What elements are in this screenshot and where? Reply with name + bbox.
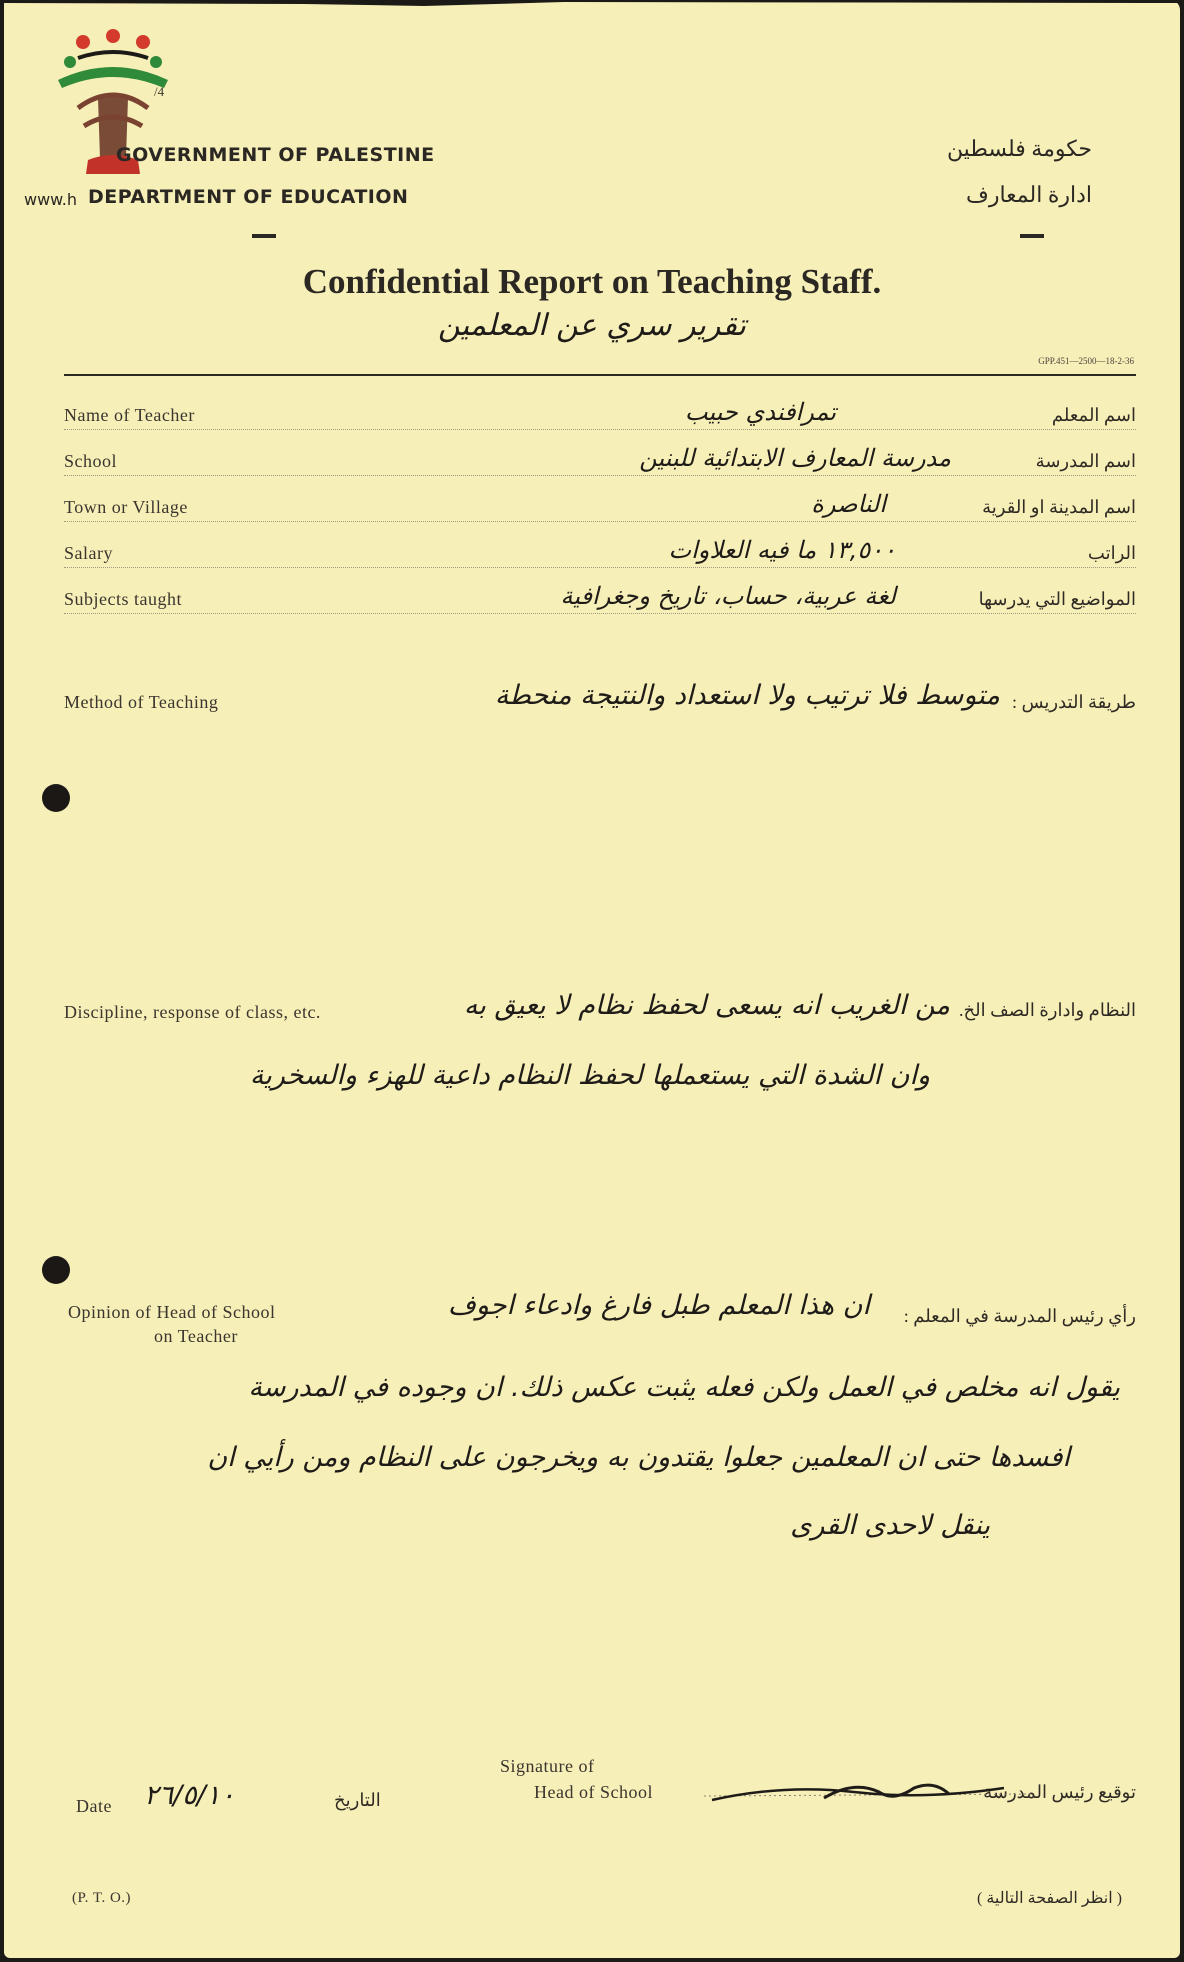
field-dotted-line [64,613,1136,614]
field-subjects-taught [64,584,1136,614]
print-code: GPP.451—2500—18-2-36 [1038,356,1134,366]
field-name-of-teacher [64,400,1136,430]
form-number: /4 [154,84,165,99]
signature-label-ar: توقيع رئيس المدرسة [983,1782,1136,1802]
field-label-en: Town or Village [64,497,188,517]
report-form-page [4,0,1180,1958]
field-value-handwritten: ١٣,٥٠٠ ما فيه العلاوات [668,536,896,564]
watermark-site-text: www.h [24,190,78,209]
field-town-or-village [64,492,1136,522]
signature-scrawl-icon [704,1778,1044,1808]
field-dotted-line [64,521,1136,522]
field-label-en: School [64,451,118,471]
government-heading-en: GOVERNMENT OF PALESTINE [116,144,435,166]
opinion-line-2: يقول انه مخلص في العمل ولكن فعله يثبت عكس ذلك. ان وجوده في المدرسة [248,1372,1120,1403]
field-label-ar: المواضيع التي يدرسها [978,589,1136,609]
field-value-handwritten: لغة عربية، حساب، تاريخ وجغرافية [560,582,896,610]
field-label-ar: اسم المدرسة [1035,451,1136,471]
field-salary [64,538,1136,568]
punch-hole-bottom [42,1256,70,1284]
opinion-label-en-2: on Teacher [154,1326,238,1346]
field-label-ar: الراتب [1087,543,1136,563]
opinion-line-3: افسدها حتى ان المعلمين جعلوا يقتدون به ويخرجون على النظام ومن رأيي ان [207,1442,1070,1473]
divider-dash-right [1020,234,1044,238]
pto-label-ar: ( انظر الصفحة التالية ) [976,1890,1122,1907]
report-title-en: Confidential Report on Teaching Staff. [302,262,882,301]
opinion-line-1: ان هذا المعلم طبل فارغ وادعاء اجوف [447,1290,870,1321]
date-label-en: Date [76,1796,112,1816]
divider-dash-left [252,234,276,238]
opinion-label-en-1: Opinion of Head of School [68,1302,276,1322]
field-school [64,446,1136,476]
field-label-en: Salary [64,543,113,563]
discipline-line-2: وان الشدة التي يستعملها لحفظ النظام داعية للهزء والسخرية [249,1060,930,1091]
discipline-label-ar: النظام وادارة الصف الخ. [959,1000,1136,1020]
punch-hole-top [42,784,70,812]
method-label-en: Method of Teaching [64,692,219,712]
department-heading-ar: ادارة المعارف [966,182,1092,207]
signature-label-en-2: Head of School [534,1782,653,1802]
department-heading-en: DEPARTMENT OF EDUCATION [88,186,409,208]
opinion-label-ar: رأي رئيس المدرسة في المعلم : [903,1306,1136,1326]
field-label-en: Subjects taught [64,589,182,609]
date-value-handwritten: ٢٦/٥/١٠ [144,1780,235,1811]
field-dotted-line [64,429,1136,430]
government-heading-ar: حكومة فلسطين [946,136,1092,161]
method-value-handwritten: متوسط فلا ترتيب ولا استعداد والنتيجة منحطة [494,680,1000,711]
discipline-label-en: Discipline, response of class, etc. [64,1002,321,1022]
title-rule [64,374,1136,376]
discipline-line-1: من الغريب انه يسعى لحفظ نظام لا يعيق به [463,990,950,1021]
field-label-ar: اسم المعلم [1051,405,1136,425]
field-dotted-line [64,567,1136,568]
field-value-handwritten: الناصرة [811,490,886,518]
field-value-handwritten: مدرسة المعارف الابتدائية للبنين [639,444,951,472]
field-dotted-line [64,475,1136,476]
torn-top-edge [4,0,1180,12]
report-title-ar: تقرير سري عن المعلمين [438,308,746,343]
field-label-ar: اسم المدينة او القرية [982,497,1136,517]
field-value-handwritten: تمرافندي حبيب [684,398,836,426]
date-label-ar: التاريخ [334,1790,381,1810]
field-label-en: Name of Teacher [64,405,195,425]
signature-label-en-1: Signature of [500,1756,595,1776]
opinion-line-4: ينقل لاحدى القرى [790,1510,990,1541]
pto-label-en: (P. T. O.) [72,1890,132,1906]
method-label-ar: طريقة التدريس : [1011,692,1136,712]
